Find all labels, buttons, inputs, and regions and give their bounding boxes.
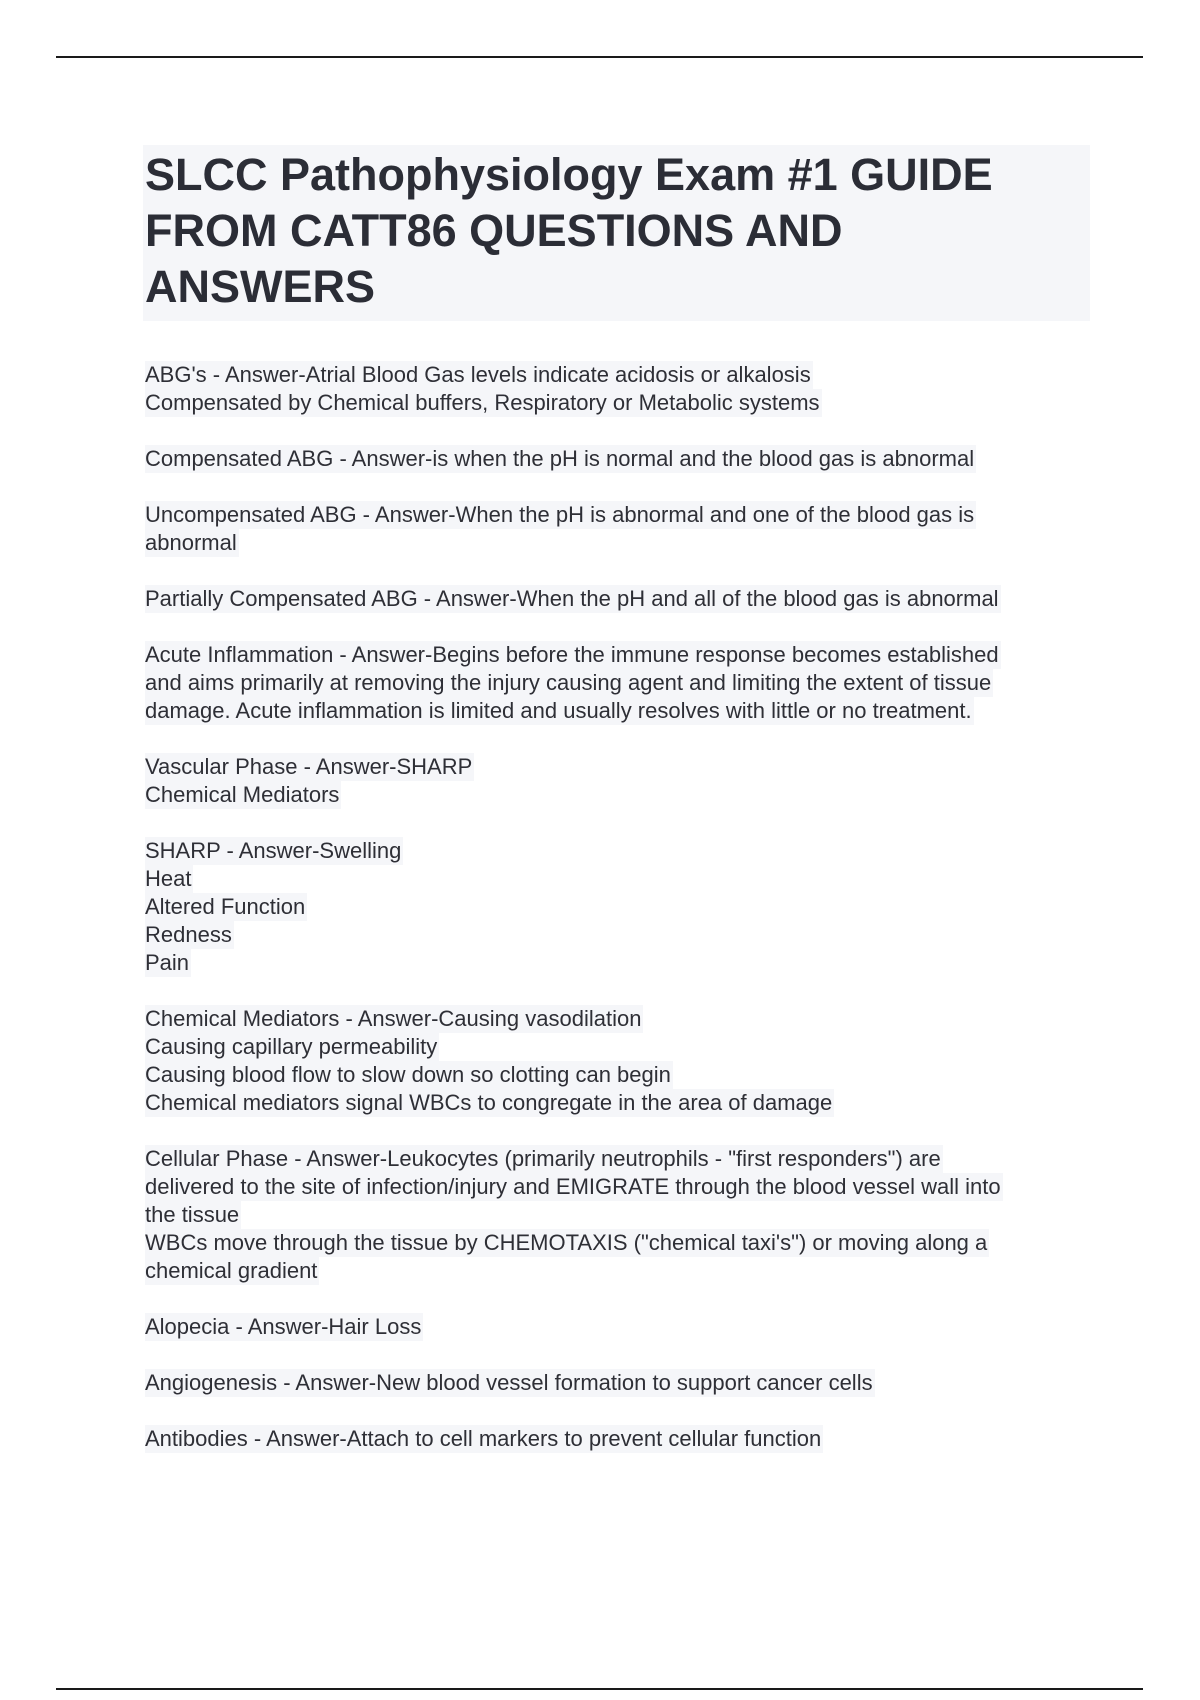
qa-entry-uncompensated-abg [145, 501, 1090, 557]
qa-line: damage. Acute inflammation is limited and usually resolves with little or no treatment. [145, 698, 972, 723]
qa-line: Alopecia - Answer-Hair Loss [145, 1314, 422, 1339]
qa-line: delivered to the site of infection/injury and EMIGRATE through the blood vessel wall into [145, 1174, 1001, 1199]
qa-entry-cellular-phase [145, 1145, 1090, 1285]
qa-line: ABG's - Answer-Atrial Blood Gas levels indicate acidosis or alkalosis [145, 362, 811, 387]
qa-line: Compensated by Chemical buffers, Respiratory or Metabolic systems [145, 390, 820, 415]
qa-line: Chemical Mediators - Answer-Causing vasodilation [145, 1006, 642, 1031]
title-line: FROM CATT86 QUESTIONS AND [145, 205, 843, 256]
qa-line: Redness [145, 922, 232, 947]
qa-line: Compensated ABG - Answer-is when the pH is normal and the blood gas is abnormal [145, 446, 975, 471]
qa-entry-abgs [145, 361, 1090, 417]
qa-entry-acute-inflammation [145, 641, 1090, 725]
qa-entry-partially-compensated-abg [145, 585, 1090, 613]
qa-line: Vascular Phase - Answer-SHARP [145, 754, 473, 779]
qa-entry-alopecia [145, 1313, 1090, 1341]
page-title [145, 147, 1080, 315]
title-line: ANSWERS [145, 261, 376, 312]
qa-list [145, 361, 1090, 1453]
qa-line: Causing capillary permeability [145, 1034, 438, 1059]
qa-line: Uncompensated ABG - Answer-When the pH is abnormal and one of the blood gas is [145, 502, 975, 527]
qa-line: WBCs move through the tissue by CHEMOTAXIS ("chemical taxi's") or moving along a [145, 1230, 988, 1255]
qa-line: Heat [145, 866, 192, 891]
qa-line: Partially Compensated ABG - Answer-When the pH and all of the blood gas is abnormal [145, 586, 999, 611]
top-rule [56, 56, 1143, 58]
title-block [143, 145, 1090, 321]
qa-entry-compensated-abg [145, 445, 1090, 473]
document-page [145, 145, 1090, 1481]
qa-line: chemical gradient [145, 1258, 318, 1283]
qa-line: and aims primarily at removing the injury causing agent and limiting the extent of tissue [145, 670, 992, 695]
qa-line: Pain [145, 950, 190, 975]
bottom-rule [56, 1688, 1143, 1690]
qa-line: SHARP - Answer-Swelling [145, 838, 402, 863]
qa-line: Causing blood flow to slow down so clotting can begin [145, 1062, 671, 1087]
qa-entry-angiogenesis [145, 1369, 1090, 1397]
qa-entry-vascular-phase [145, 753, 1090, 809]
qa-line: the tissue [145, 1202, 240, 1227]
qa-line: abnormal [145, 530, 237, 555]
qa-line: Chemical mediators signal WBCs to congregate in the area of damage [145, 1090, 833, 1115]
qa-entry-chemical-mediators [145, 1005, 1090, 1117]
qa-line: Chemical Mediators [145, 782, 340, 807]
qa-line: Angiogenesis - Answer-New blood vessel formation to support cancer cells [145, 1370, 873, 1395]
qa-line: Acute Inflammation - Answer-Begins before the immune response becomes established [145, 642, 999, 667]
qa-line: Antibodies - Answer-Attach to cell markers to prevent cellular function [145, 1426, 822, 1451]
qa-entry-sharp [145, 837, 1090, 977]
qa-line: Altered Function [145, 894, 306, 919]
qa-entry-antibodies [145, 1425, 1090, 1453]
qa-line: Cellular Phase - Answer-Leukocytes (primarily neutrophils - "first responders") are [145, 1146, 941, 1171]
title-line: SLCC Pathophysiology Exam #1 GUIDE [145, 149, 993, 200]
